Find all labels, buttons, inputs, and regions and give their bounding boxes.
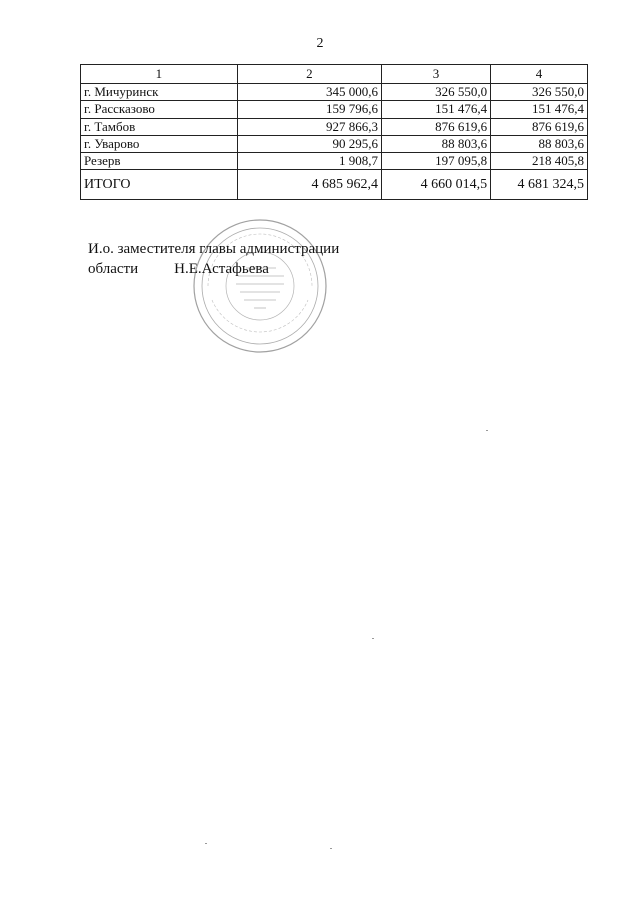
table-row: [81, 101, 588, 118]
row-value-col3: 876 619,6: [381, 118, 490, 135]
total-value-col4: 4 681 324,5: [491, 170, 588, 200]
table-row: [81, 84, 588, 101]
row-name: г. Рассказово: [81, 101, 238, 118]
signature-block: [88, 239, 339, 279]
table-header-row: [81, 65, 588, 84]
total-value-col3: 4 660 014,5: [381, 170, 490, 200]
row-value-col4: 326 550,0: [491, 84, 588, 101]
header-col-1: 1: [81, 65, 238, 84]
row-value-col4: 151 476,4: [491, 101, 588, 118]
table-row: [81, 135, 588, 152]
row-value-col2: 927 866,3: [237, 118, 381, 135]
row-value-col3: 151 476,4: [381, 101, 490, 118]
row-name: г. Тамбов: [81, 118, 238, 135]
page-number: 2: [316, 36, 324, 51]
official-seal-stamp: [190, 216, 330, 356]
total-label: ИТОГО: [81, 170, 238, 200]
table-row: [81, 153, 588, 170]
total-value-col2: 4 685 962,4: [237, 170, 381, 200]
header-col-3: 3: [381, 65, 490, 84]
signatory-region: области: [88, 261, 139, 277]
signatory-position: И.о. заместителя главы администрации: [88, 241, 340, 257]
row-value-col4: 218 405,8: [491, 153, 588, 170]
budget-table: [80, 64, 588, 200]
scan-speck: [486, 430, 488, 431]
header-col-2: 2: [237, 65, 381, 84]
row-name: г. Уварово: [81, 135, 238, 152]
scan-speck: [330, 848, 332, 849]
row-name: г. Мичуринск: [81, 84, 238, 101]
row-value-col4: 88 803,6: [491, 135, 588, 152]
signatory-name: Н.Е.Астафьева: [174, 261, 269, 277]
header-col-4: 4: [491, 65, 588, 84]
row-value-col2: 90 295,6: [237, 135, 381, 152]
total-row: [81, 170, 588, 200]
row-value-col4: 876 619,6: [491, 118, 588, 135]
row-value-col2: 159 796,6: [237, 101, 381, 118]
scan-speck: [372, 638, 374, 639]
row-value-col3: 326 550,0: [381, 84, 490, 101]
row-value-col3: 197 095,8: [381, 153, 490, 170]
row-name: Резерв: [81, 153, 238, 170]
scan-speck: [205, 843, 207, 844]
row-value-col3: 88 803,6: [381, 135, 490, 152]
row-value-col2: 1 908,7: [237, 153, 381, 170]
row-value-col2: 345 000,6: [237, 84, 381, 101]
table-row: [81, 118, 588, 135]
